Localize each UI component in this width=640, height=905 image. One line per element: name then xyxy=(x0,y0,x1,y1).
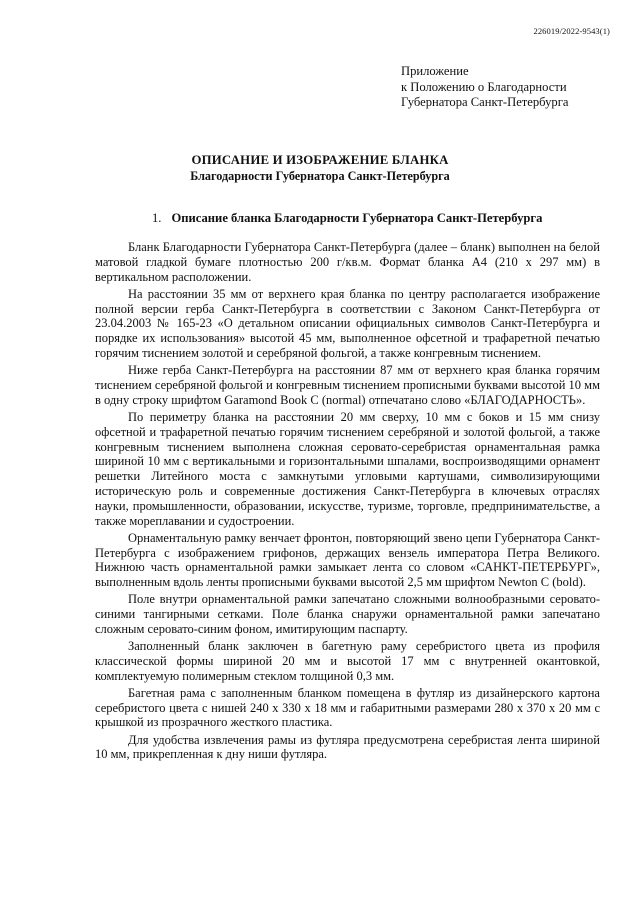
section-title: Описание бланка Благодарности Губернатора Санкт-Петербурга xyxy=(171,211,543,225)
paragraph: Багетная рама с заполненным бланком помещена в футляр из дизайнерского картона серебристого цвета с нишей 240 x 330 x 18 мм и габаритными размерами 280 x 370 x 20 мм с крышкой из прозрачного жесткого пластика. xyxy=(95,685,600,730)
paragraph: Бланк Благодарности Губернатора Санкт-Петербурга (далее – бланк) выполнен на белой матовой гладкой бумаге плотностью 200 г/кв.м. Формат бланка А4 (210 x 297 мм) в вертикальном расположении. xyxy=(95,240,600,284)
section-number: 1. xyxy=(152,211,162,225)
document-number: 226019/2022-9543(1) xyxy=(533,26,610,36)
document-title: ОПИСАНИЕ И ИЗОБРАЖЕНИЕ БЛАНКА xyxy=(191,153,449,167)
title-block xyxy=(0,152,640,184)
appendix-line: к Положению о Благодарности xyxy=(401,79,567,94)
paragraph: Орнаментальную рамку венчает фронтон, повторяющий звено цепи Губернатора Санкт-Петербурга с изображением грифонов, держащих вензель императора Петра Великого. Нижнюю часть орнаментальной рамки замыкает лента со словом «САНКТ-ПЕТЕРБУРГ», выполненным вдоль ленты прописными буквами высотой 2,5 мм шрифтом Newton C (bold). xyxy=(95,530,600,590)
appendix-line: Губернатора Санкт-Петербурга xyxy=(401,95,569,110)
paragraph: Ниже герба Санкт-Петербурга на расстоянии 87 мм от верхнего края бланка горячим тиснением серебряной фольгой и конгревным тиснением прописными буквами высотой 10 мм в одну строку шрифтом Garamond Book C (normal) отпечатано слово «БЛАГОДАРНОСТЬ». xyxy=(95,363,600,407)
paragraph: Заполненный бланк заключен в багетную раму серебристого цвета из профиля классической формы шириной 20 мм и высотой 17 мм с внутренней окантовкой, комплектуемую полимерным стеклом толщиной 0,3 мм. xyxy=(95,639,600,683)
appendix-note xyxy=(401,64,568,111)
paragraph: По периметру бланка на расстоянии 20 мм сверху, 10 мм с боков и 15 мм снизу офсетной и трафаретной печатью горячим тиснением серебряной и золотой фольгой, а также конгревным тиснением выполнена сложная серовато-серебристая орнаментальная рамка шириной 10 мм с вертикальными и горизонтальными шпалами, воспроизводящими орнамент решетки Литейного моста с замкнутыми угловыми картушами, символизирующими историческую роль и современные достижения Санкт-Петербурга в ключевых отраслях науки, промышленности, образовании, искусстве, туризме, торговле, предпринимательстве, а также мореплавании и судостроении. xyxy=(95,409,600,528)
document-subtitle: Благодарности Губернатора Санкт-Петербурга xyxy=(190,169,450,183)
appendix-line: Приложение xyxy=(401,64,469,78)
paragraph: Поле внутри орнаментальной рамки запечатано сложными волнообразными серовато-синими тангирными сетками. Поле бланка снаружи орнаментальной рамки запечатано сложным серовато-синим фоном, имитирующим паспарту. xyxy=(95,592,600,636)
paragraph: Для удобства извлечения рамы из футляра предусмотрена серебристая лента шириной 10 мм, прикрепленная к дну ниши футляра. xyxy=(95,732,600,762)
body-text xyxy=(95,240,600,765)
section-heading xyxy=(152,210,542,226)
paragraph: На расстоянии 35 мм от верхнего края бланка по центру располагается изображение полной версии герба Санкт-Петербурга в соответствии с Законом Санкт-Петербурга от 23.04.2003 № 165-23 «О детальном описании официальных символов Санкт-Петербурга и порядке их использования» высотой 45 мм, выполненное офсетной и трафаретной печатью горячим тиснением золотой и серебряной фольгой, а также конгревным тиснением. xyxy=(95,286,600,360)
